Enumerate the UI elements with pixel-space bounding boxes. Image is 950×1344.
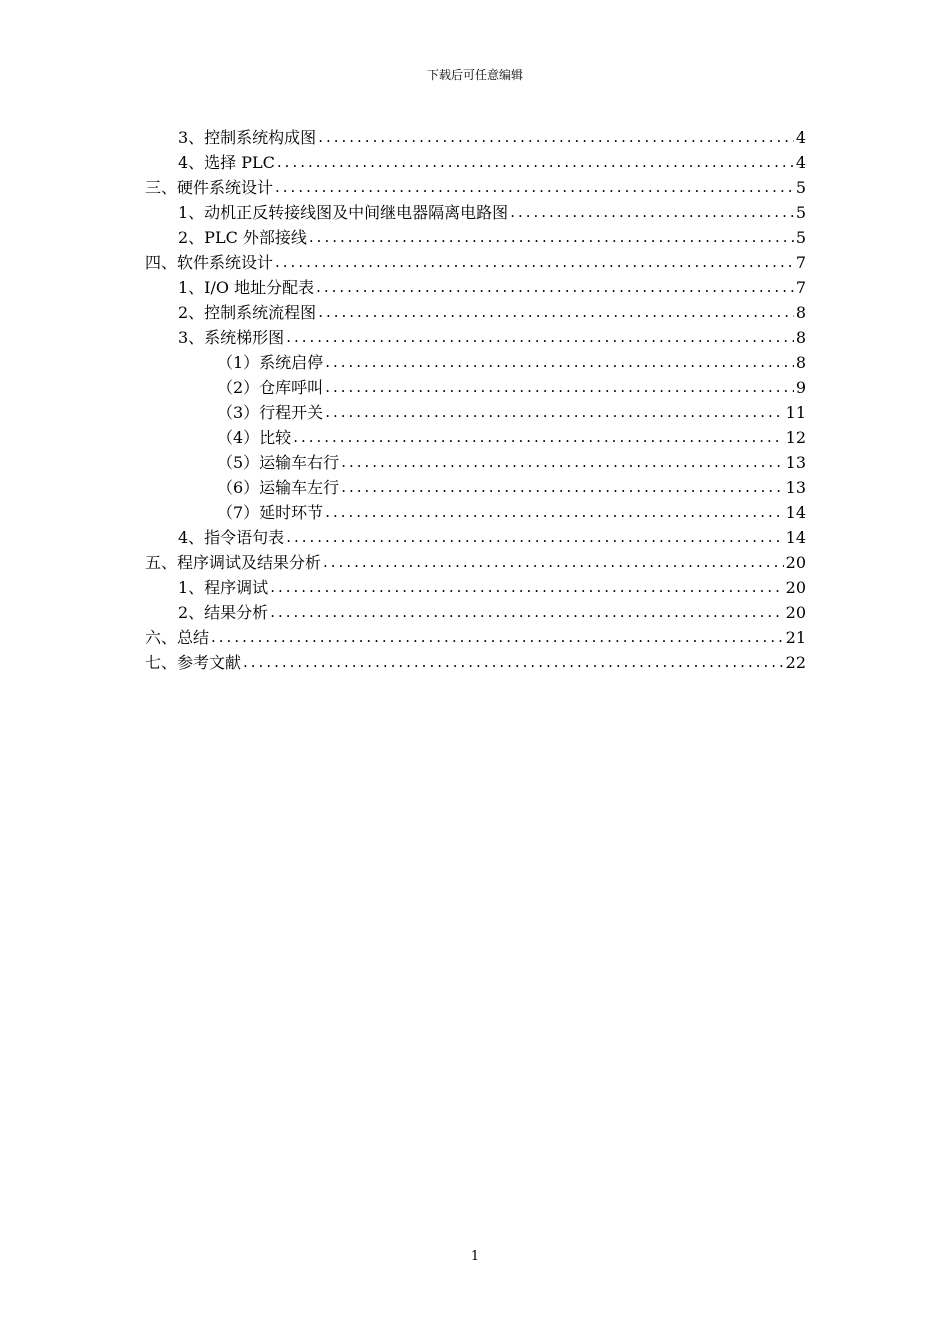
toc-leader-dots (275, 250, 794, 275)
toc-entry-label: （3）行程开关 (217, 403, 324, 422)
toc-entry-page: 9 (795, 378, 806, 397)
toc-entry-page: 5 (795, 178, 806, 197)
toc-leader-dots (510, 200, 794, 225)
toc-entry-page: 5 (795, 228, 806, 247)
toc-entry[interactable] (145, 600, 806, 625)
toc-entry-page: 22 (785, 653, 806, 672)
toc-leader-dots (325, 500, 783, 525)
toc-entry-label: 4、指令语句表 (178, 528, 285, 547)
toc-entry[interactable] (145, 450, 806, 475)
toc-leader-dots (270, 600, 783, 625)
toc-entry-label: 1、动机正反转接线图及中间继电器隔离电路图 (178, 203, 509, 222)
toc-entry-page: 13 (785, 453, 806, 472)
toc-entry[interactable] (145, 225, 806, 250)
toc-leader-dots (270, 575, 783, 600)
toc-entry-page: 8 (795, 303, 806, 322)
toc-leader-dots (341, 475, 783, 500)
toc-entry-page: 5 (795, 203, 806, 222)
toc-entry-label: （4）比较 (217, 428, 292, 447)
toc-entry-label: 三、硬件系统设计 (145, 178, 274, 197)
toc-entry-label: 2、控制系统流程图 (178, 303, 317, 322)
toc-entry-label: 2、PLC 外部接线 (178, 228, 307, 247)
toc-leader-dots (318, 125, 794, 150)
toc-entry[interactable] (145, 275, 806, 300)
toc-leader-dots (211, 625, 784, 650)
toc-entry-page: 20 (785, 578, 806, 597)
toc-entry-label: 2、结果分析 (178, 603, 269, 622)
toc-entry-label: 1、程序调试 (178, 578, 269, 597)
toc-entry[interactable] (145, 300, 806, 325)
toc-entry-page: 11 (785, 403, 806, 422)
toc-entry[interactable] (145, 125, 806, 150)
toc-leader-dots (341, 450, 783, 475)
toc-entry-page: 14 (785, 503, 806, 522)
toc-entry[interactable] (145, 350, 806, 375)
toc-entry[interactable] (145, 375, 806, 400)
toc-entry[interactable] (145, 575, 806, 600)
toc-entry[interactable] (145, 150, 806, 175)
toc-entry[interactable] (145, 550, 806, 575)
toc-entry-label: 4、选择 PLC (178, 153, 275, 172)
toc-entry-page: 20 (785, 603, 806, 622)
toc-leader-dots (318, 300, 794, 325)
toc-entry[interactable] (145, 325, 806, 350)
toc-leader-dots (293, 425, 783, 450)
toc-entry-label: （7）延时环节 (217, 503, 324, 522)
toc-leader-dots (275, 175, 794, 200)
toc-entry[interactable] (145, 650, 806, 675)
toc-leader-dots (325, 375, 794, 400)
toc-entry-page: 13 (785, 478, 806, 497)
toc-entry-label: （5）运输车右行 (217, 453, 340, 472)
toc-entry-page: 4 (795, 153, 806, 172)
toc-entry-label: 七、参考文献 (145, 653, 242, 672)
toc-entry-label: 1、I/O 地址分配表 (178, 278, 315, 297)
toc-entry[interactable] (145, 525, 806, 550)
toc-entry-page: 8 (795, 353, 806, 372)
toc-entry-label: 四、软件系统设计 (145, 253, 274, 272)
toc-leader-dots (325, 400, 783, 425)
toc-leader-dots (277, 150, 794, 175)
toc-entry-label: 五、程序调试及结果分析 (145, 553, 322, 572)
toc-entry-label: （6）运输车左行 (217, 478, 340, 497)
toc-leader-dots (325, 350, 794, 375)
toc-leader-dots (316, 275, 794, 300)
toc-entry-page: 7 (795, 253, 806, 272)
toc-entry[interactable] (145, 250, 806, 275)
toc-entry-label: 3、控制系统构成图 (178, 128, 317, 147)
toc-entry-page: 14 (785, 528, 806, 547)
toc-entry-page: 7 (795, 278, 806, 297)
table-of-contents (145, 125, 806, 675)
toc-entry[interactable] (145, 200, 806, 225)
toc-entry-label: （1）系统启停 (217, 353, 324, 372)
toc-entry[interactable] (145, 400, 806, 425)
page-number: 1 (470, 1249, 480, 1264)
toc-entry-label: 六、总结 (145, 628, 210, 647)
toc-leader-dots (286, 325, 794, 350)
toc-entry[interactable] (145, 475, 806, 500)
toc-entry-page: 8 (795, 328, 806, 347)
toc-entry-page: 12 (785, 428, 806, 447)
toc-entry-label: 3、系统梯形图 (178, 328, 285, 347)
toc-entry[interactable] (145, 500, 806, 525)
toc-entry-label: （2）仓库呼叫 (217, 378, 324, 397)
toc-leader-dots (323, 550, 784, 575)
toc-leader-dots (309, 225, 794, 250)
toc-entry[interactable] (145, 425, 806, 450)
toc-entry[interactable] (145, 625, 806, 650)
toc-entry-page: 21 (785, 628, 806, 647)
toc-entry[interactable] (145, 175, 806, 200)
toc-entry-page: 20 (785, 553, 806, 572)
page-header: 下载后可任意编辑 (426, 68, 523, 82)
toc-entry-page: 4 (795, 128, 806, 147)
toc-leader-dots (286, 525, 783, 550)
toc-leader-dots (243, 650, 784, 675)
